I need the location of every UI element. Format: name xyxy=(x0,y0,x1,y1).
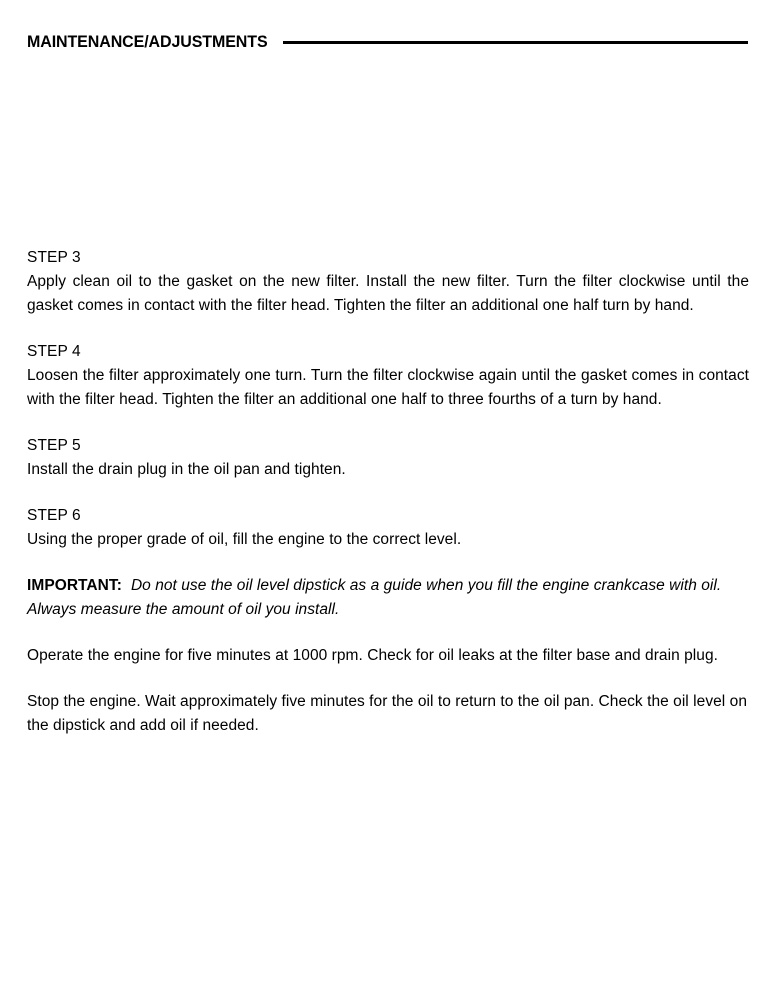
step-heading: STEP 3 xyxy=(27,249,81,266)
closing-paragraph-1 xyxy=(27,644,749,668)
important-notice xyxy=(27,574,749,622)
step-block-4 xyxy=(27,340,749,412)
paragraph-text: Operate the engine for five minutes at 1000 rpm. Check for oil leaks at the filter base and drain plug. xyxy=(27,647,718,664)
step-body-text: Using the proper grade of oil, fill the engine to the correct level. xyxy=(27,531,462,548)
important-label: IMPORTANT: xyxy=(27,577,122,594)
closing-paragraph-2 xyxy=(27,690,749,738)
step-body-text: Loosen the filter approximately one turn. Turn the filter clockwise again until the gasket comes in contact with the filter head. Tighten the filter an additional one half to three fourths of a turn by hand. xyxy=(27,367,749,408)
step-heading: STEP 4 xyxy=(27,343,81,360)
paragraph-text: Stop the engine. Wait approximately five minutes for the oil to return to the oil pan. Check the oil level on the dipstick and add oil if needed. xyxy=(27,693,747,734)
document-body xyxy=(27,246,749,738)
important-body-text: Do not use the oil level dipstick as a guide when you fill the engine crankcase with oil. Always measure the amount of oil you install. xyxy=(27,577,722,618)
step-body-text: Apply clean oil to the gasket on the new filter. Install the new filter. Turn the filter clockwise until the gasket comes in contact with the filter head. Tighten the filter an additional one half turn by hand. xyxy=(27,273,749,314)
step-block-3 xyxy=(27,246,749,318)
step-heading: STEP 6 xyxy=(27,507,81,524)
step-heading: STEP 5 xyxy=(27,437,81,454)
page-title: MAINTENANCE/ADJUSTMENTS xyxy=(27,33,268,51)
step-body-text: Install the drain plug in the oil pan and tighten. xyxy=(27,461,346,478)
step-block-6 xyxy=(27,504,749,552)
header-divider-rule xyxy=(283,41,748,44)
page-running-header xyxy=(27,33,748,52)
step-block-5 xyxy=(27,434,749,482)
